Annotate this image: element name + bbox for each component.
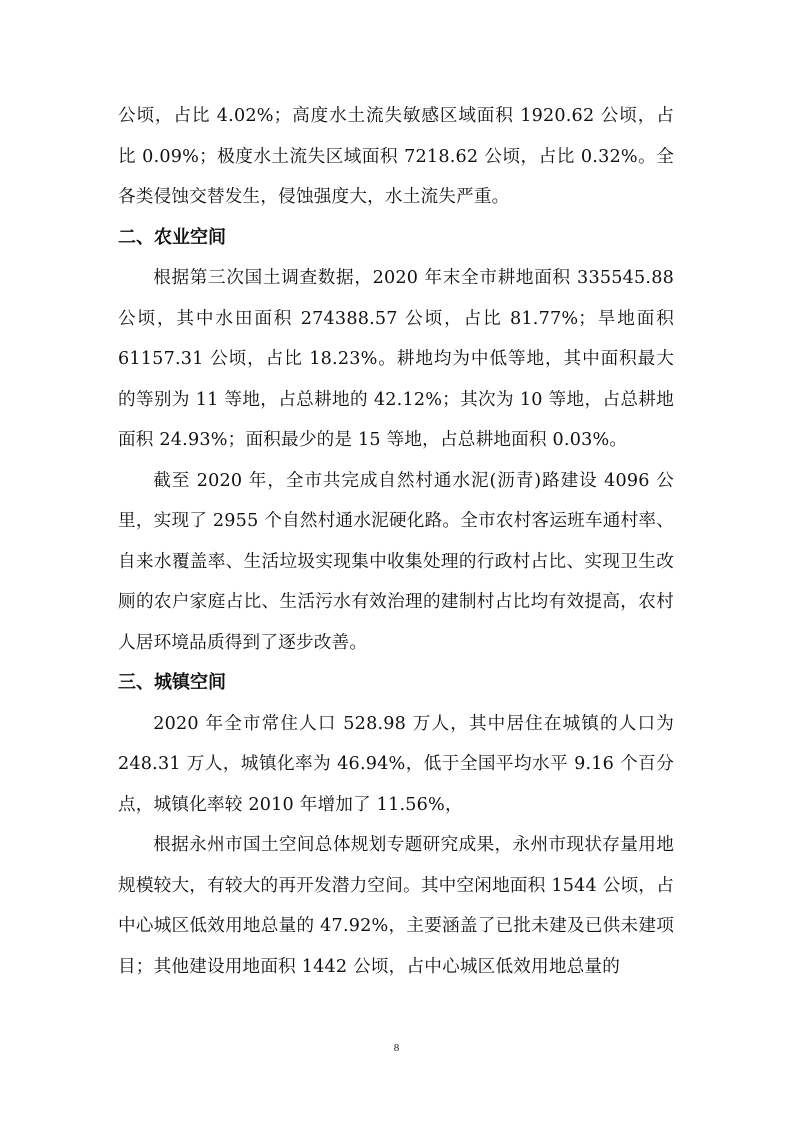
- document-page: [118, 96, 674, 987]
- section-heading-agricultural-space: 二、农业空间: [118, 226, 226, 248]
- paragraph-farmland: 根据第三次国土调查数据，2020 年末全市耕地面积 335545.88 公顷，其中水田面积 274388.57 公顷，占比 81.77%；旱地面积 61157.31 公顷，占比 18.23%。耕地均为中低等地，其中面积最大的等别为 11 等地，占总耕地的 42.12%；其次为 10 等地，占总耕地面积 24.93%；面积最少的是 15 等地，占总耕地面积 0.03%。: [118, 268, 675, 450]
- paragraph-rural-roads: 截至 2020 年，全市共完成自然村通水泥(沥青)路建设 4096 公里，实现了 2955 个自然村通水泥硬化路。全市农村客运班车通村率、自来水覆盖率、生活垃圾实现集中收集处理的行政村占比、实现卫生改厕的农户家庭占比、生活污水有效治理的建制村占比均有效提高，农村人居环境品质得到了逐步改善。: [118, 470, 674, 653]
- paragraph-soil-erosion: 公顷，占比 4.02%；高度水土流失敏感区域面积 1920.62 公顷，占比 0.09%；极度水土流失区域面积 7218.62 公顷，占比 0.32%。全各类侵蚀交替发生，侵蚀强度大，水土流失严重。: [118, 106, 674, 207]
- page-number: 8: [393, 1042, 400, 1054]
- paragraph-population: 2020 年全市常住人口 528.98 万人，其中居住在城镇的人口为 248.31 万人，城镇化率为 46.94%，低于全国平均水平 9.16 个百分点，城镇化率较 2010 年增加了 11.56%，: [118, 713, 674, 815]
- section-heading-urban-space: 三、城镇空间: [118, 672, 226, 693]
- paragraph-land-use: 根据永州市国土空间总体规划专题研究成果，永州市现状存量用地规模较大，有较大的再开发潜力空间。其中空闲地面积 1544 公顷，占中心城区低效用地总量的 47.92%，主要涵盖了已批未建及已供未建项目；其他建设用地面积 1442 公顷，占中心城区低效用地总量的: [118, 835, 674, 977]
